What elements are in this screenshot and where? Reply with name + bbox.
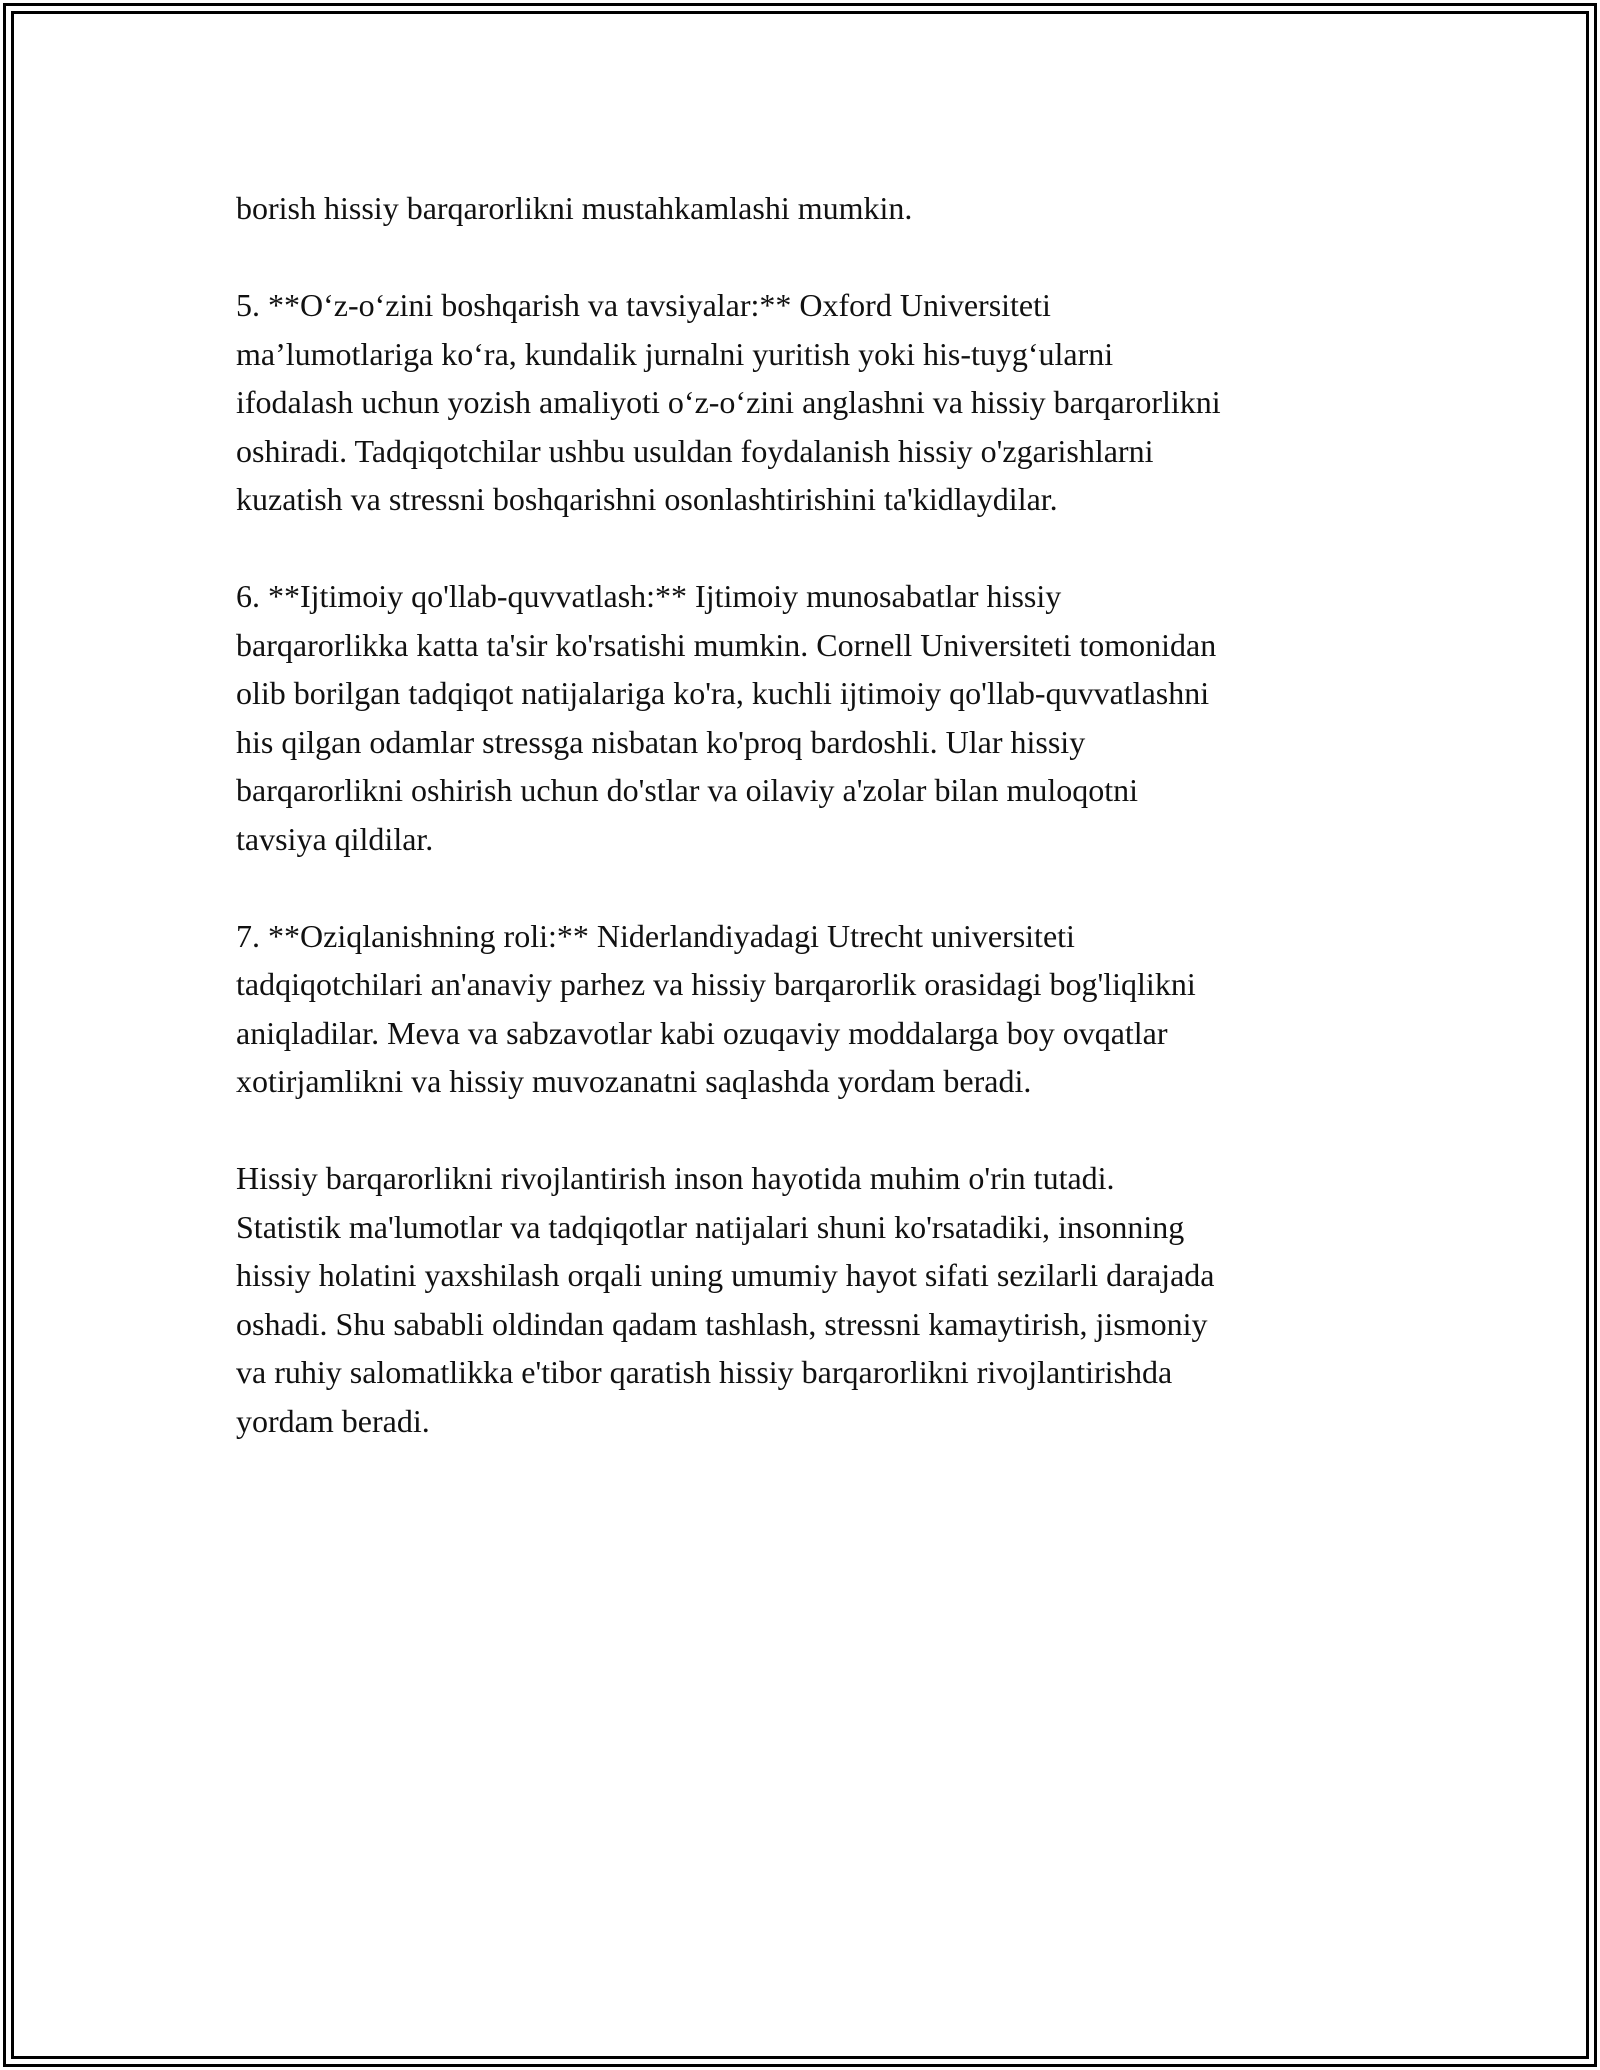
text-line: ifodalash uchun yozish amaliyoti o‘z-o‘zini anglashni va hissiy barqarorlikni: [236, 384, 1221, 420]
document-body: [236, 184, 1376, 1445]
text-line: hissiy holatini yaxshilash orqali uning umumiy hayot sifati sezilarli darajada: [236, 1257, 1215, 1293]
text-line: 6. **Ijtimoiy qo'llab-quvvatlash:** Ijtimoiy munosabatlar hissiy: [236, 578, 1062, 614]
text-line: barqarorlikka katta ta'sir ko'rsatishi mumkin. Cornell Universiteti tomonidan: [236, 626, 1217, 663]
text-line: oshadi. Shu sababli oldindan qadam tashlash, stressni kamaytirish, jismoniy: [236, 1305, 1208, 1342]
text-line: aniqladilar. Meva va sabzavotlar kabi ozuqaviy moddalarga boy ovqatlar: [236, 1014, 1168, 1051]
text-line: borish hissiy barqarorlikni mustahkamlashi mumkin.: [236, 190, 913, 226]
text-line: his qilgan odamlar stressga nisbatan ko'proq bardoshli. Ular hissiy: [236, 723, 1086, 760]
paragraph-conclusion: [236, 1154, 1376, 1445]
text-line: olib borilgan tadqiqot natijalariga ko'ra, kuchli ijtimoiy qo'llab-quvvatlashni: [236, 675, 1210, 711]
text-line: Statistik ma'lumotlar va tadqiqotlar natijalari shuni ko'rsatadiki, insonning: [236, 1208, 1185, 1245]
text-line: 7. **Oziqlanishning roli:** Niderlandiyadagi Utrecht universiteti: [236, 917, 1075, 954]
text-line: 5. **O‘z-o‘zini boshqarish va tavsiyalar:** Oxford Universiteti: [236, 287, 1051, 323]
text-line: Hissiy barqarorlikni rivojlantirish inson hayotida muhim o'rin tutadi.: [236, 1160, 1115, 1196]
text-line: oshiradi. Tadqiqotchilar ushbu usuldan foydalanish hissiy o'zgarishlarni: [236, 432, 1154, 469]
text-line: yordam beradi.: [236, 1402, 430, 1439]
paragraph-item-5: [236, 281, 1376, 524]
text-line: kuzatish va stressni boshqarishni osonlashtirishini ta'kidlaydilar.: [236, 481, 1058, 517]
text-line: va ruhiy salomatlikka e'tibor qaratish hissiy barqarorlikni rivojlantirishda: [236, 1354, 1173, 1390]
text-line: barqarorlikni oshirish uchun do'stlar va oilaviy a'zolar bilan muloqotni: [236, 772, 1138, 808]
text-line: tavsiya qildilar.: [236, 820, 434, 857]
paragraph-item-6: [236, 572, 1376, 863]
paragraph-continuation: [236, 184, 1376, 233]
text-line: tadqiqotchilari an'anaviy parhez va hissiy barqarorlik orasidagi bog'liqlikni: [236, 966, 1196, 1002]
paragraph-item-7: [236, 912, 1376, 1106]
text-line: ma’lumotlariga ko‘ra, kundalik jurnalni yuritish yoki his-tuyg‘ularni: [236, 335, 1114, 372]
text-line: xotirjamlikni va hissiy muvozanatni saqlashda yordam beradi.: [236, 1063, 1032, 1099]
